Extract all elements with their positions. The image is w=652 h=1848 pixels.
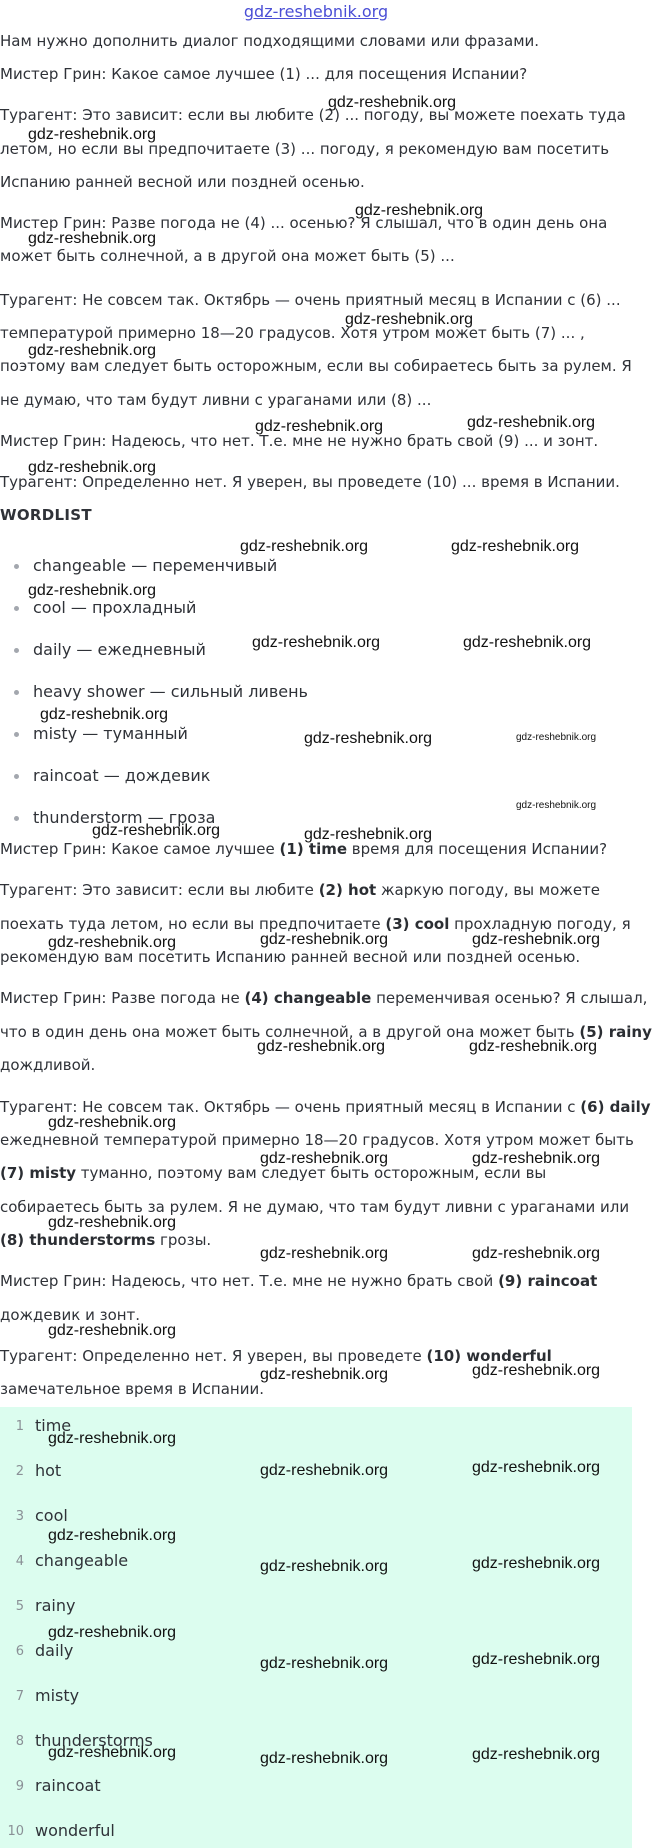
answer-line: (8) thunderstorms грозы. — [0, 1231, 212, 1249]
wordlist-item: changeable — переменчивый — [33, 556, 278, 575]
watermark: gdz-reshebnik.org — [48, 1744, 177, 1761]
watermark: gdz-reshebnik.org — [260, 1150, 389, 1167]
watermark: gdz-reshebnik.org — [255, 418, 384, 435]
answer-line: Мистер Грин: Надеюсь, что нет. Т.е. мне не нужно брать свой (9) raincoat — [0, 1272, 598, 1290]
dialog-line: не думаю, что там будут ливни с ураганами или (8) ... — [0, 391, 432, 409]
watermark: gdz-reshebnik.org — [48, 1322, 177, 1339]
watermark: gdz-reshebnik.org — [304, 826, 433, 843]
answer-line: замечательное время в Испании. — [0, 1380, 264, 1398]
bullet-icon — [14, 732, 19, 737]
answer-word: time — [35, 1416, 72, 1435]
wordlist-item: misty — туманный — [33, 724, 188, 743]
watermark: gdz-reshebnik.org — [516, 732, 597, 743]
watermark: gdz-reshebnik.org — [92, 822, 221, 839]
watermark: gdz-reshebnik.org — [472, 1746, 601, 1763]
watermark: gdz-reshebnik.org — [28, 230, 157, 247]
answer-word: wonderful — [35, 1821, 115, 1840]
answer-word: cool — [35, 1506, 68, 1525]
answer-number: 4 — [15, 1554, 24, 1569]
answer-number: 5 — [15, 1599, 24, 1614]
watermark: gdz-reshebnik.org — [472, 1245, 601, 1262]
answer-line: собираетесь быть за рулем. Я не думаю, что там будут ливни с ураганами или — [0, 1198, 630, 1216]
watermark: gdz-reshebnik.org — [40, 706, 169, 723]
watermark: gdz-reshebnik.org — [260, 1462, 389, 1479]
watermark: gdz-reshebnik.org — [48, 1114, 177, 1131]
answer-number: 9 — [15, 1779, 24, 1794]
bullet-icon — [14, 564, 19, 569]
watermark: gdz-reshebnik.org — [463, 634, 592, 651]
answer-line: Турагент: Определенно нет. Я уверен, вы проведете (10) wonderful — [0, 1347, 552, 1365]
watermark: gdz-reshebnik.org — [472, 931, 601, 948]
answer-word: rainy — [35, 1596, 76, 1615]
wordlist-item: raincoat — дождевик — [33, 766, 211, 785]
answer-word: daily — [35, 1641, 74, 1660]
watermark: gdz-reshebnik.org — [345, 311, 474, 328]
watermark: gdz-reshebnik.org — [28, 126, 157, 143]
dialog-line: Турагент: Это зависит: если вы любите (2) ... погоду, вы можете поехать туда — [0, 106, 626, 124]
watermark: gdz-reshebnik.org — [304, 730, 433, 747]
watermark: gdz-reshebnik.org — [516, 800, 597, 811]
answer-line: Мистер Грин: Какое самое лучшее (1) time время для посещения Испании? — [0, 840, 608, 858]
watermark: gdz-reshebnik.org — [260, 1245, 389, 1262]
answer-line: (7) misty туманно, поэтому вам следует быть осторожным, если вы — [0, 1164, 547, 1182]
dialog-line: Турагент: Не совсем так. Октябрь — очень приятный месяц в Испании с (6) ... — [0, 291, 621, 309]
bullet-icon — [14, 648, 19, 653]
watermark: gdz-reshebnik.org — [28, 582, 157, 599]
bullet-icon — [14, 774, 19, 779]
answer-line: Турагент: Не совсем так. Октябрь — очень приятный месяц в Испании с (6) daily — [0, 1098, 651, 1116]
watermark: gdz-reshebnik.org — [472, 1150, 601, 1167]
watermark: gdz-reshebnik.org — [451, 538, 580, 555]
watermark: gdz-reshebnik.org — [48, 1214, 177, 1231]
answer-line: Мистер Грин: Разве погода не (4) changeable переменчивая осенью? Я слышал, — [0, 989, 648, 1007]
watermark: gdz-reshebnik.org — [260, 931, 389, 948]
bullet-icon — [14, 606, 19, 611]
watermark: gdz-reshebnik.org — [260, 1366, 389, 1383]
watermark: gdz-reshebnik.org — [28, 459, 157, 476]
answer-word: raincoat — [35, 1776, 101, 1795]
dialog-line: Мистер Грин: Надеюсь, что нет. Т.е. мне не нужно брать свой (9) ... и зонт. — [0, 432, 599, 450]
answer-line: рекомендую вам посетить Испанию ранней весной или поздней осенью. — [0, 948, 581, 966]
answer-number: 2 — [15, 1464, 24, 1479]
answer-number: 8 — [15, 1734, 24, 1749]
answer-word: hot — [35, 1461, 62, 1480]
answer-number: 10 — [7, 1824, 24, 1839]
answer-number: 7 — [15, 1689, 24, 1704]
watermark: gdz-reshebnik.org — [240, 538, 369, 555]
answer-line: Турагент: Это зависит: если вы любите (2) hot жаркую погоду, вы можете — [0, 881, 601, 899]
watermark: gdz-reshebnik.org — [467, 414, 596, 431]
answer-line: что в один день она может быть солнечной, а в другой она может быть (5) rainy — [0, 1023, 652, 1041]
dialog-line: Испанию ранней весной или поздней осенью. — [0, 173, 365, 191]
watermark: gdz-reshebnik.org — [28, 342, 157, 359]
watermark: gdz-reshebnik.org — [48, 1624, 177, 1641]
answer-line: дождевик и зонт. — [0, 1306, 141, 1324]
watermark: gdz-reshebnik.org — [328, 94, 457, 111]
wordlist-item: daily — ежедневный — [33, 640, 206, 659]
watermark: gdz-reshebnik.org — [260, 1655, 389, 1672]
watermark: gdz-reshebnik.org — [48, 1430, 177, 1447]
answer-number: 3 — [15, 1509, 24, 1524]
watermark: gdz-reshebnik.org — [355, 202, 484, 219]
dialog-line: Мистер Грин: Разве погода не (4) ... осенью? Я слышал, что в один день она — [0, 214, 608, 232]
watermark: gdz-reshebnik.org — [48, 934, 177, 951]
dialog-line: Турагент: Определенно нет. Я уверен, вы проведете (10) ... время в Испании. — [0, 473, 620, 491]
answer-word: thunderstorms — [35, 1731, 153, 1750]
watermark: gdz-reshebnik.org — [260, 1750, 389, 1767]
task-instruction: Нам нужно дополнить диалог подходящими словами или фразами. — [0, 32, 540, 50]
answer-line: дождливой. — [0, 1056, 96, 1074]
dialog-line: температурой примерно 18—20 градусов. Хотя утром может быть (7) ... , — [0, 324, 585, 342]
answer-line: ежедневной температурой примерно 18—20 градусов. Хотя утром может быть — [0, 1131, 634, 1149]
watermark: gdz-reshebnik.org — [472, 1651, 601, 1668]
dialog-line: поэтому вам следует быть осторожным, если вы собираетесь быть за рулем. Я — [0, 357, 632, 375]
watermark: gdz-reshebnik.org — [472, 1555, 601, 1572]
wordlist-item: cool — прохладный — [33, 598, 197, 617]
answer-word: misty — [35, 1686, 80, 1705]
answer-line: поехать туда летом, но если вы предпочитаете (3) cool прохладную погоду, я — [0, 915, 631, 933]
answer-number: 6 — [15, 1644, 24, 1659]
watermark: gdz-reshebnik.org — [469, 1038, 598, 1055]
watermark: gdz-reshebnik.org — [472, 1459, 601, 1476]
answer-word: changeable — [35, 1551, 129, 1570]
wordlist-item: heavy shower — сильный ливень — [33, 682, 308, 701]
dialog-line: летом, но если вы предпочитаете (3) ... погоду, я рекомендую вам посетить — [0, 140, 610, 158]
dialog-line: может быть солнечной, а в другой она может быть (5) ... — [0, 247, 455, 265]
watermark: gdz-reshebnik.org — [257, 1038, 386, 1055]
bullet-icon — [14, 690, 19, 695]
watermark: gdz-reshebnik.org — [472, 1362, 601, 1379]
bullet-icon — [14, 816, 19, 821]
answer-number: 1 — [15, 1419, 24, 1434]
watermark: gdz-reshebnik.org — [252, 634, 381, 651]
watermark: gdz-reshebnik.org — [48, 1527, 177, 1544]
dialog-line: Мистер Грин: Какое самое лучшее (1) ... для посещения Испании? — [0, 65, 528, 83]
watermark: gdz-reshebnik.org — [260, 1558, 389, 1575]
wordlist-heading: WORDLIST — [0, 506, 92, 524]
site-link[interactable]: gdz-reshebnik.org — [243, 2, 389, 21]
wordlist-item: thunderstorm — гроза — [33, 808, 216, 827]
